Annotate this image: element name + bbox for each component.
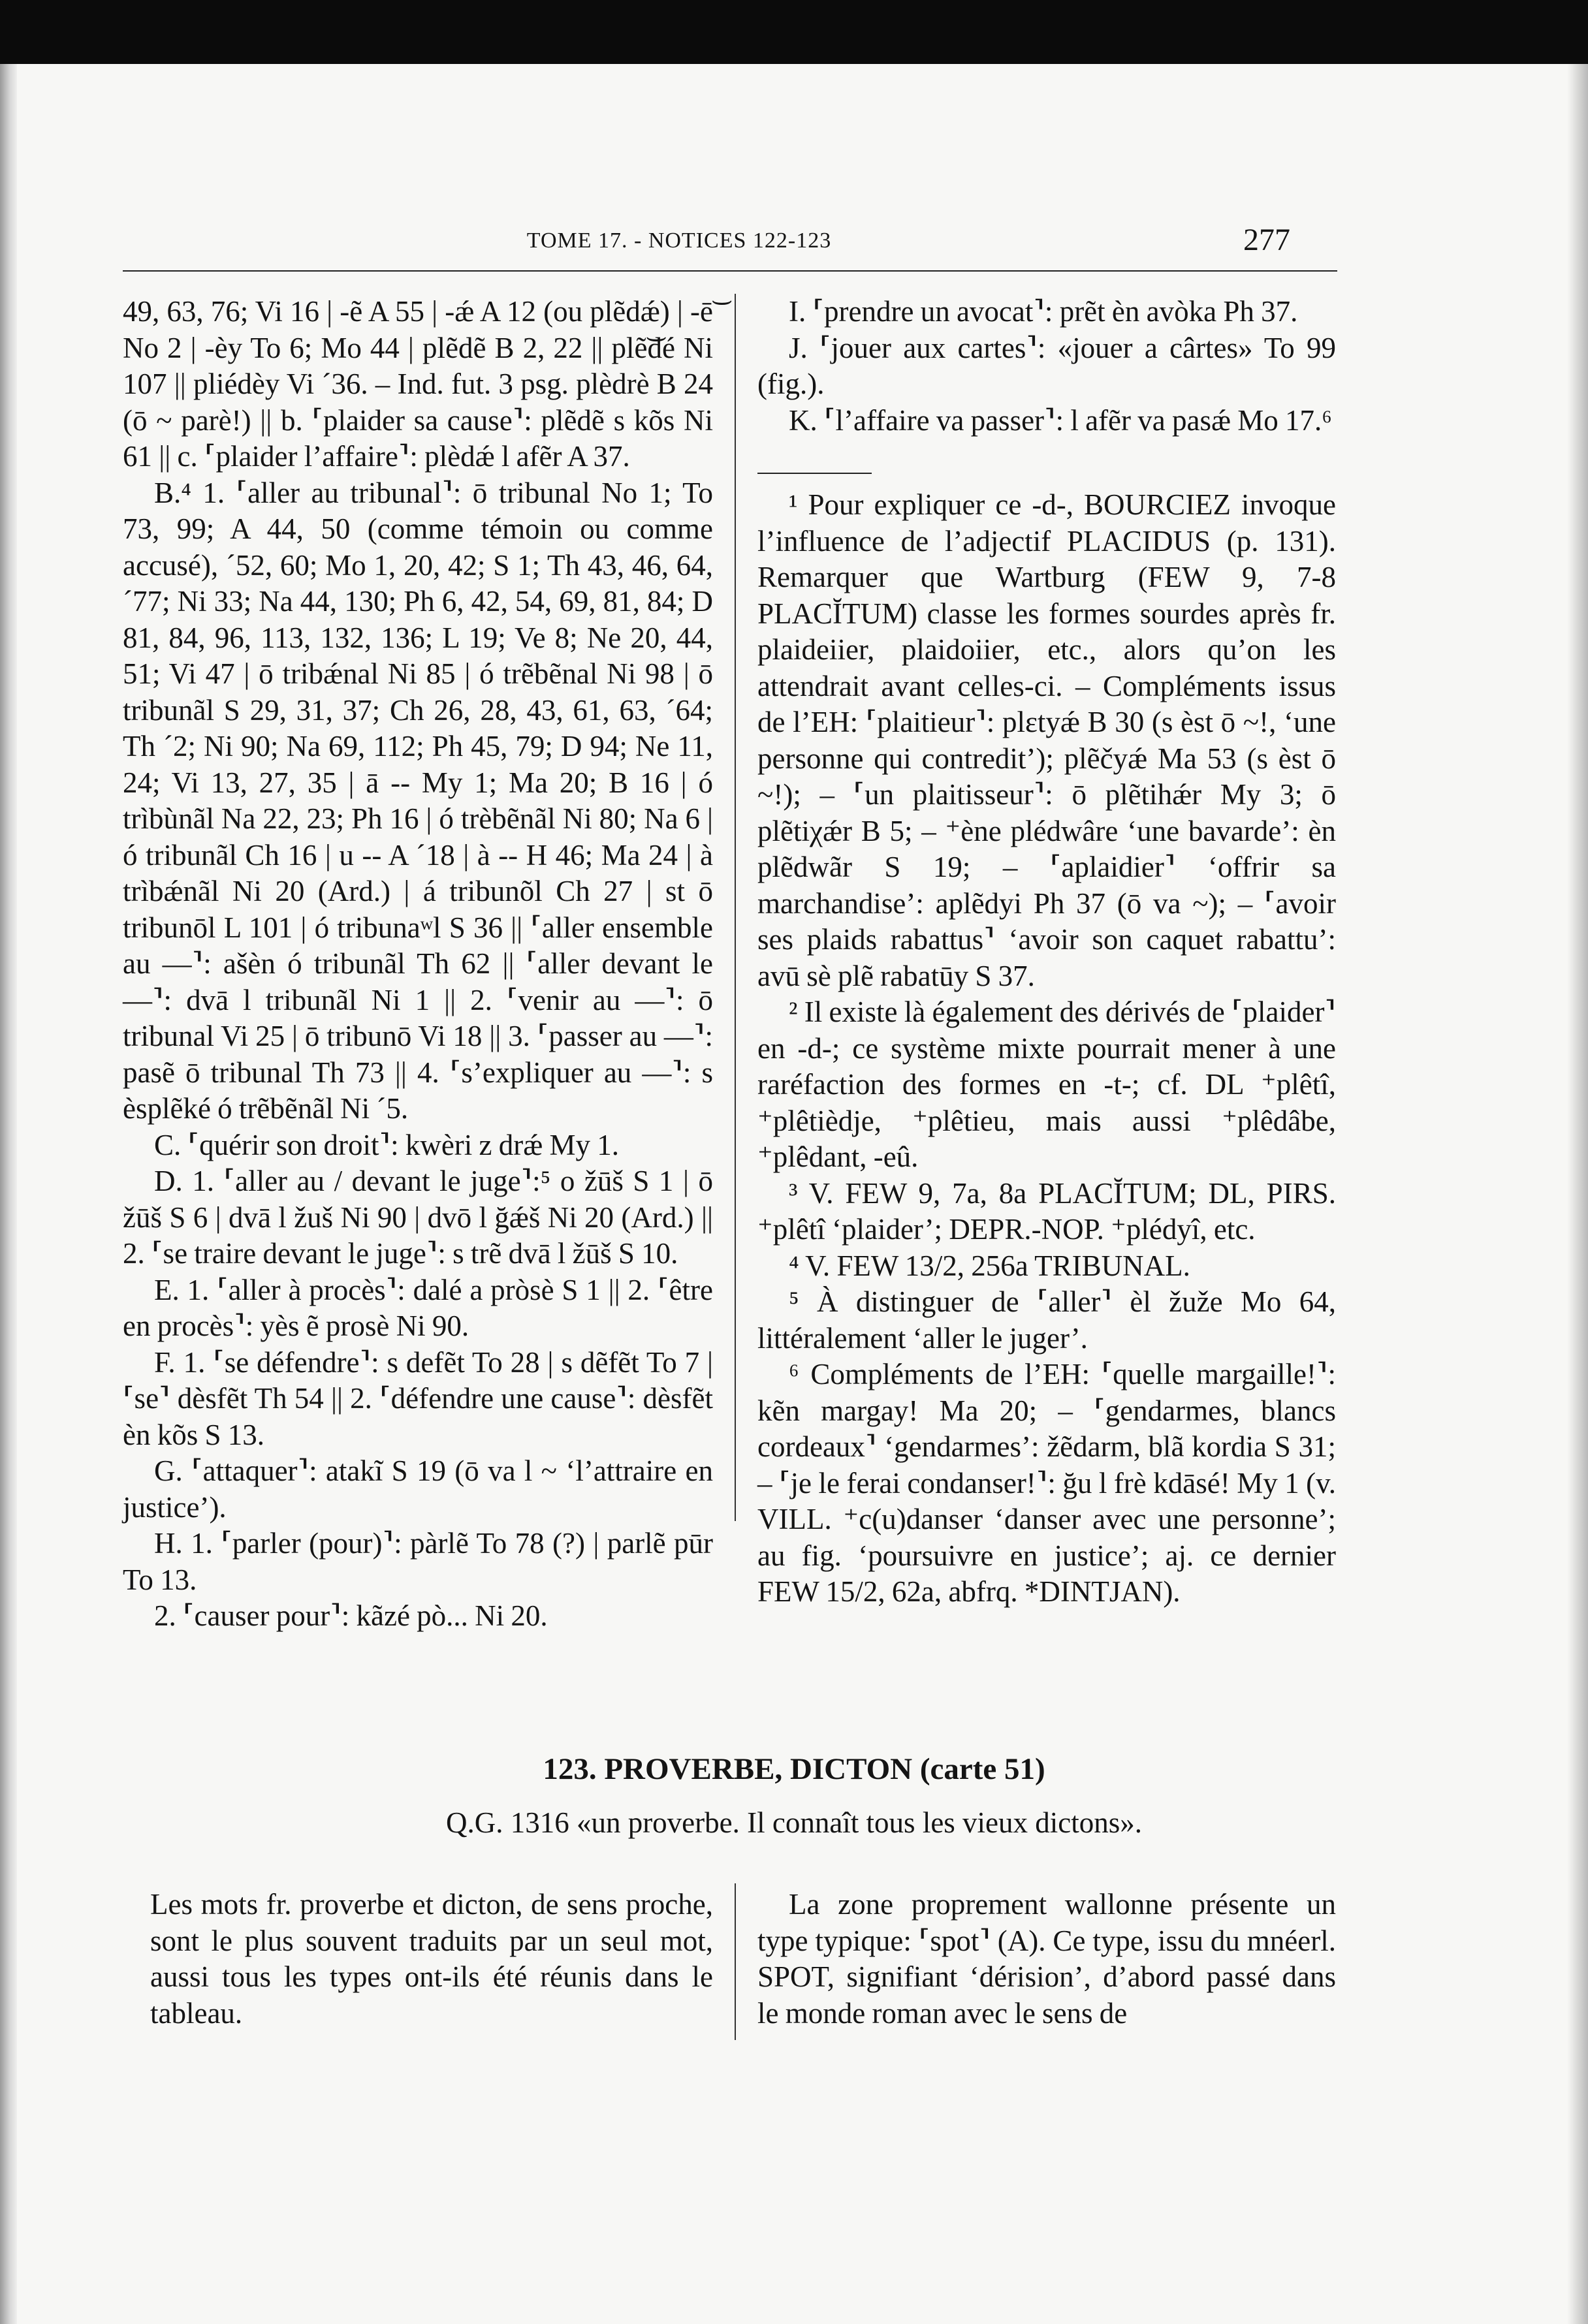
- paragraph: D. 1. ⸢aller au / devant le juge⸣:⁵ o žūš S 1 | ō žūš S 6 | dvā l žuš Ni 90 | dvō l ğǽš Ni 20 (Ard.) || 2. ⸢se traire devant le juge⸣: s trẽ dvā l žūš S 10.: [123, 1165, 713, 1270]
- section-right-column: [757, 1887, 1336, 2032]
- paragraph: F. 1. ⸢se défendre⸣: s defẽt To 28 | s dẽfẽt To 7 | ⸢se⸣ dèsfẽt Th 54 || 2. ⸢défendre une cause⸣: dèsfẽt èn kõs S 13.: [123, 1345, 713, 1451]
- column-divider: [735, 294, 736, 1521]
- footnote-rule: [757, 473, 872, 474]
- paragraph: Les mots fr. proverbe et dicton, de sens proche, sont le plus souvent traduits par un seul mot, aussi tous les types ont-ils été réunis dans le tableau.: [150, 1888, 713, 2030]
- paragraph: 2. ⸢causer pour⸣: kãzé pò... Ni 20.: [154, 1599, 548, 1632]
- scan-top-border: [0, 0, 1588, 64]
- column-divider: [735, 1883, 736, 2040]
- footnotes: [757, 487, 1336, 1610]
- footnote: ³ V. FEW 9, 7a, 8a PLACĬTUM; DL, PIRS. ⁺plêtî ‘plaider’; DEPR.-NOP. ⁺plédyî, etc.: [757, 1176, 1336, 1246]
- left-column: [123, 294, 713, 1635]
- section-left-column: [150, 1887, 713, 2032]
- scan-right-edge: [1567, 64, 1588, 2324]
- paragraph: C. ⸢quérir son droit⸣: kwèri z drǽ My 1.: [154, 1128, 620, 1161]
- footnote: ¹ Pour expliquer ce -d-, BOURCIEZ invoque l’influence de l’adjectif PLACIDUS (p. 131). Remarquer que Wartburg (FEW 9, 7-8 PLACĬTUM) classe les formes sourdes après fr. plaideiier, plaidoiier, etc., alors qu’on les attendrait avant celles-ci. – Compléments issus de l’EH: ⸢plaitieur⸣: plεtyǽ B 30 (s èst ō ~!, ‘une personne qui contredit’); plẽčyǽ Ma 53 (s èst ō ~!); – ⸢un plaitisseur⸣: ō plẽtihǽr My 3; ō plẽtiχǽr B 5; – ⁺ène plédwâre ‘une bavarde’: èn plẽdwãr S 19; – ⸢aplaidier⸣ ‘offrir sa marchandise’: aplẽdyi Ph 37 (ō va ~); – ⸢avoir ses plaids rabattus⸣ ‘avoir son caquet rabattu’: avū sè plẽ rabatūy S 37.: [757, 488, 1336, 992]
- section-subheading: Q.G. 1316 «un proverbe. Il connaît tous les vieux dictons».: [445, 1806, 1143, 1839]
- scan-left-edge: [0, 64, 17, 2324]
- page-number: 277: [1243, 223, 1290, 257]
- paragraph: 49, 63, 76; Vi 16 | -ẽ A 55 | -ǽ A 12 (ou plẽdǽ) | -ē͝ No 2 | -èy To 6; Mo 44 | plẽdẽ B 2, 22 || plẽ͝dé Ni 107 || pliédèy Vi ´36. – Ind. fut. 3 psg. plèdrè B 24 (ō ~ parè!) || b. ⸢plaider sa cause⸣: plẽdẽ s kõs Ni 61 || c. ⸢plaider l’affaire⸣: plèdǽ l afẽr A 37.: [123, 295, 713, 473]
- footnote: ⁶ Compléments de l’EH: ⸢quelle margaille!⸣: kẽn margay! Ma 20; – ⸢gendarmes, blancs cordeaux⸣ ‘gendarmes’: žẽdarm, blã kordia S 31; – ⸢je le ferai condanser!⸣: ğu l frè kdāsé! My 1 (v. VILL. ⁺c(u)danser ‘danser avec une personne’; au fig. ‘poursuivre en justice’; aj. ce dernier FEW 15/2, 62a, abfrq. *DINTJAN).: [757, 1358, 1336, 1608]
- header-rule: [123, 270, 1337, 272]
- footnote: ² Il existe là également des dérivés de ⸢plaider⸣ en -d-; ce système mixte pourrait mener à une raréfaction des formes en -t-; cf. DL ⁺plêtî, ⁺plêtièdje, ⁺plêtieu, mais aussi ⁺plêdâbe, ⁺plêdant, -eû.: [757, 996, 1336, 1173]
- paragraph: I. ⸢prendre un avocat⸣: prẽt èn avòka Ph 37.: [789, 295, 1298, 328]
- right-column: [757, 294, 1336, 1610]
- paragraph: La zone proprement wallonne présente un type typique: ⸢spot⸣ (A). Ce type, issu du mnéerl. SPOT, signifiant ‘dérision’, d’abord passé dans le monde roman avec le sens de: [757, 1888, 1336, 2030]
- running-header: TOME 17. - NOTICES 122-123: [526, 228, 832, 253]
- paragraph: K. ⸢l’affaire va passer⸣: l afẽr va pasǽ Mo 17.⁶: [789, 403, 1332, 437]
- paragraph: G. ⸢attaquer⸣: atakĩ S 19 (ō va l ~ ‘l’attraire en justice’).: [123, 1454, 713, 1524]
- paragraph: H. 1. ⸢parler (pour)⸣: pàrlẽ To 78 (?) | parlẽ pūr To 13.: [123, 1527, 713, 1596]
- footnote: ⁴ V. FEW 13/2, 256a TRIBUNAL.: [789, 1249, 1190, 1282]
- paragraph: E. 1. ⸢aller à procès⸣: dalé a pròsè S 1 || 2. ⸢être en procès⸣: yès ẽ prosè Ni 90.: [123, 1273, 713, 1342]
- section-heading: 123. PROVERBE, DICTON (carte 51): [543, 1752, 1045, 1786]
- paragraph: J. ⸢jouer aux cartes⸣: «jouer a cârtes» To 99 (fig.).: [757, 331, 1336, 400]
- footnote: ⁵ À distinguer de ⸢aller⸣ èl žuže Mo 64, littéralement ‘aller le juger’.: [757, 1285, 1336, 1355]
- paragraph: B.⁴ 1. ⸢aller au tribunal⸣: ō tribunal No 1; To 73, 99; A 44, 50 (comme témoin ou comme accusé), ´52, 60; Mo 1, 20, 42; S 1; Th 43, 46, 64, ´77; Ni 33; Na 44, 130; Ph 6, 42, 54, 69, 81, 84; D 81, 84, 96, 113, 132, 136; L 19; Ve 8; Ne 20, 44, 51; Vi 47 | ō tribǽnal Ni 85 | ó trẽbẽnal Ni 98 | ō tribunãl S 29, 31, 37; Ch 26, 28, 43, 61, 63, ´64; Th ´2; Ni 90; Na 69, 112; Ph 45, 79; D 94; Ne 11, 24; Vi 13, 27, 35 | ā -- My 1; Ma 20; B 16 | ó trìbùnãl Na 22, 23; Ph 16 | ó trèbẽnãl Ni 80; Na 6 | ó tribunãl Ch 16 | u -- A ´18 | à -- H 46; Ma 24 | à trìbǽnãl Ni 20 (Ard.) | á tribunõl Ch 27 | st ō tribunōl L 101 | ó tribunaʷl S 36 || ⸢aller ensemble au —⸣: ašèn ó tribunãl Th 62 || ⸢aller devant le —⸣: dvā l tribunãl Ni 1 || 2. ⸢venir au —⸣: ō tribunal Vi 25 | ō tribunō Vi 18 || 3. ⸢passer au —⸣: pasẽ ō tribunal Th 73 || 4. ⸢s’expliquer au —⸣: s èsplẽké ó trẽbẽnãl Ni ´5.: [123, 476, 713, 1125]
